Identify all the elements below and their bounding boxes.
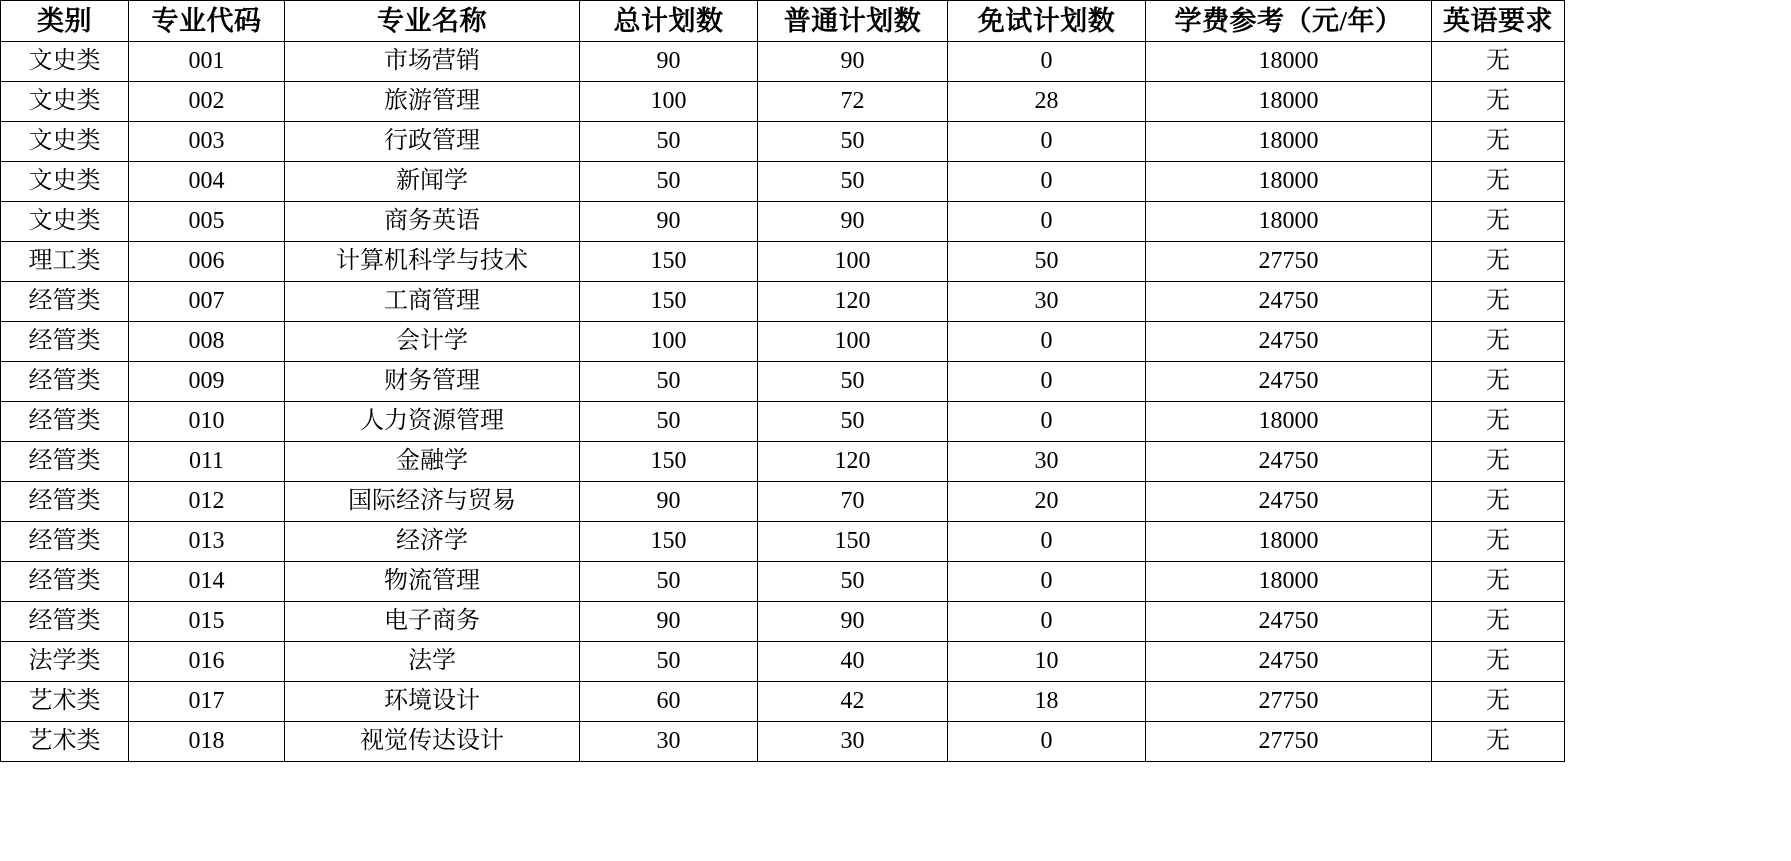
table-cell: 20 bbox=[948, 482, 1146, 522]
table-row bbox=[1, 562, 1565, 602]
table-body bbox=[1, 42, 1565, 762]
table-cell: 无 bbox=[1432, 562, 1565, 602]
table-cell: 150 bbox=[580, 442, 758, 482]
table-cell: 无 bbox=[1432, 322, 1565, 362]
table-cell: 50 bbox=[580, 122, 758, 162]
table-cell: 物流管理 bbox=[285, 562, 580, 602]
table-cell: 会计学 bbox=[285, 322, 580, 362]
table-cell: 理工类 bbox=[1, 242, 129, 282]
table-cell: 财务管理 bbox=[285, 362, 580, 402]
table-cell: 环境设计 bbox=[285, 682, 580, 722]
table-row bbox=[1, 442, 1565, 482]
table-cell: 017 bbox=[129, 682, 285, 722]
table-cell: 经管类 bbox=[1, 522, 129, 562]
table-cell: 18000 bbox=[1146, 122, 1432, 162]
table-row bbox=[1, 202, 1565, 242]
table-cell: 18000 bbox=[1146, 562, 1432, 602]
table-cell: 50 bbox=[758, 562, 948, 602]
table-cell: 无 bbox=[1432, 722, 1565, 762]
table-cell: 市场营销 bbox=[285, 42, 580, 82]
table-row bbox=[1, 42, 1565, 82]
table-cell: 18000 bbox=[1146, 522, 1432, 562]
column-header: 学费参考（元/年） bbox=[1146, 1, 1432, 42]
table-row bbox=[1, 122, 1565, 162]
table-cell: 法学类 bbox=[1, 642, 129, 682]
column-header: 类别 bbox=[1, 1, 129, 42]
table-cell: 国际经济与贸易 bbox=[285, 482, 580, 522]
table-cell: 18000 bbox=[1146, 42, 1432, 82]
table-cell: 72 bbox=[758, 82, 948, 122]
column-header: 总计划数 bbox=[580, 1, 758, 42]
table-cell: 015 bbox=[129, 602, 285, 642]
table-cell: 50 bbox=[580, 362, 758, 402]
table-cell: 10 bbox=[948, 642, 1146, 682]
table-cell: 经管类 bbox=[1, 402, 129, 442]
table-cell: 行政管理 bbox=[285, 122, 580, 162]
table-cell: 90 bbox=[580, 202, 758, 242]
table-cell: 金融学 bbox=[285, 442, 580, 482]
table-row bbox=[1, 162, 1565, 202]
table-cell: 无 bbox=[1432, 362, 1565, 402]
table-cell: 经管类 bbox=[1, 482, 129, 522]
table-row bbox=[1, 362, 1565, 402]
table-cell: 经管类 bbox=[1, 362, 129, 402]
table-cell: 0 bbox=[948, 562, 1146, 602]
table-cell: 视觉传达设计 bbox=[285, 722, 580, 762]
table-cell: 0 bbox=[948, 602, 1146, 642]
table-cell: 艺术类 bbox=[1, 682, 129, 722]
table-cell: 18000 bbox=[1146, 202, 1432, 242]
table-cell: 经管类 bbox=[1, 602, 129, 642]
table-cell: 42 bbox=[758, 682, 948, 722]
table-cell: 法学 bbox=[285, 642, 580, 682]
table-cell: 无 bbox=[1432, 522, 1565, 562]
table-cell: 27750 bbox=[1146, 682, 1432, 722]
table-cell: 006 bbox=[129, 242, 285, 282]
table-cell: 18000 bbox=[1146, 162, 1432, 202]
table-header bbox=[1, 1, 1565, 42]
table-cell: 工商管理 bbox=[285, 282, 580, 322]
table-row bbox=[1, 82, 1565, 122]
table-row bbox=[1, 722, 1565, 762]
table-cell: 100 bbox=[580, 322, 758, 362]
table-cell: 008 bbox=[129, 322, 285, 362]
table-cell: 24750 bbox=[1146, 282, 1432, 322]
table-cell: 经管类 bbox=[1, 322, 129, 362]
table-cell: 无 bbox=[1432, 642, 1565, 682]
table-cell: 新闻学 bbox=[285, 162, 580, 202]
table-cell: 文史类 bbox=[1, 162, 129, 202]
table-cell: 0 bbox=[948, 402, 1146, 442]
table-cell: 18000 bbox=[1146, 402, 1432, 442]
table-row bbox=[1, 522, 1565, 562]
table-cell: 100 bbox=[580, 82, 758, 122]
table-cell: 50 bbox=[948, 242, 1146, 282]
table-cell: 无 bbox=[1432, 442, 1565, 482]
table-cell: 商务英语 bbox=[285, 202, 580, 242]
table-cell: 计算机科学与技术 bbox=[285, 242, 580, 282]
column-header: 免试计划数 bbox=[948, 1, 1146, 42]
table-cell: 30 bbox=[580, 722, 758, 762]
table-cell: 文史类 bbox=[1, 202, 129, 242]
table-cell: 0 bbox=[948, 522, 1146, 562]
table-cell: 无 bbox=[1432, 282, 1565, 322]
table-cell: 无 bbox=[1432, 202, 1565, 242]
table-cell: 001 bbox=[129, 42, 285, 82]
table-cell: 电子商务 bbox=[285, 602, 580, 642]
table-cell: 002 bbox=[129, 82, 285, 122]
table-cell: 0 bbox=[948, 162, 1146, 202]
table-cell: 007 bbox=[129, 282, 285, 322]
table-cell: 100 bbox=[758, 322, 948, 362]
table-row bbox=[1, 682, 1565, 722]
table-row bbox=[1, 482, 1565, 522]
table-row bbox=[1, 242, 1565, 282]
table-cell: 150 bbox=[580, 282, 758, 322]
table-cell: 90 bbox=[580, 42, 758, 82]
table-cell: 经管类 bbox=[1, 282, 129, 322]
table-cell: 无 bbox=[1432, 42, 1565, 82]
table-cell: 18000 bbox=[1146, 82, 1432, 122]
table-cell: 0 bbox=[948, 362, 1146, 402]
table-cell: 0 bbox=[948, 322, 1146, 362]
table-cell: 经管类 bbox=[1, 442, 129, 482]
table-cell: 24750 bbox=[1146, 442, 1432, 482]
table-cell: 18 bbox=[948, 682, 1146, 722]
table-cell: 无 bbox=[1432, 82, 1565, 122]
table-cell: 004 bbox=[129, 162, 285, 202]
table-row bbox=[1, 402, 1565, 442]
table-cell: 经济学 bbox=[285, 522, 580, 562]
table-row bbox=[1, 282, 1565, 322]
table-cell: 文史类 bbox=[1, 82, 129, 122]
table-row bbox=[1, 602, 1565, 642]
table-cell: 70 bbox=[758, 482, 948, 522]
column-header: 专业代码 bbox=[129, 1, 285, 42]
table-cell: 90 bbox=[758, 202, 948, 242]
table-cell: 28 bbox=[948, 82, 1146, 122]
table-cell: 0 bbox=[948, 722, 1146, 762]
table-cell: 24750 bbox=[1146, 362, 1432, 402]
table-cell: 013 bbox=[129, 522, 285, 562]
table-cell: 0 bbox=[948, 122, 1146, 162]
table-cell: 90 bbox=[758, 42, 948, 82]
table-cell: 120 bbox=[758, 282, 948, 322]
table-cell: 50 bbox=[758, 362, 948, 402]
table-row bbox=[1, 322, 1565, 362]
table-cell: 24750 bbox=[1146, 602, 1432, 642]
table-cell: 无 bbox=[1432, 682, 1565, 722]
table-cell: 018 bbox=[129, 722, 285, 762]
table-cell: 50 bbox=[758, 402, 948, 442]
table-cell: 无 bbox=[1432, 242, 1565, 282]
table-cell: 50 bbox=[758, 162, 948, 202]
column-header: 英语要求 bbox=[1432, 1, 1565, 42]
table-cell: 50 bbox=[580, 642, 758, 682]
table-cell: 012 bbox=[129, 482, 285, 522]
table-cell: 30 bbox=[948, 282, 1146, 322]
table-cell: 艺术类 bbox=[1, 722, 129, 762]
table-cell: 无 bbox=[1432, 602, 1565, 642]
table-cell: 100 bbox=[758, 242, 948, 282]
table-cell: 150 bbox=[580, 522, 758, 562]
table-cell: 009 bbox=[129, 362, 285, 402]
table-cell: 无 bbox=[1432, 482, 1565, 522]
table-cell: 150 bbox=[580, 242, 758, 282]
table-cell: 24750 bbox=[1146, 642, 1432, 682]
table-cell: 无 bbox=[1432, 162, 1565, 202]
table-row bbox=[1, 642, 1565, 682]
table-cell: 无 bbox=[1432, 122, 1565, 162]
table-cell: 经管类 bbox=[1, 562, 129, 602]
table-cell: 50 bbox=[580, 162, 758, 202]
table-cell: 30 bbox=[948, 442, 1146, 482]
table-cell: 50 bbox=[758, 122, 948, 162]
table-cell: 文史类 bbox=[1, 122, 129, 162]
table-cell: 005 bbox=[129, 202, 285, 242]
table-cell: 40 bbox=[758, 642, 948, 682]
table-cell: 0 bbox=[948, 42, 1146, 82]
table-cell: 120 bbox=[758, 442, 948, 482]
table-cell: 90 bbox=[580, 602, 758, 642]
table-cell: 150 bbox=[758, 522, 948, 562]
table-cell: 30 bbox=[758, 722, 948, 762]
table-cell: 016 bbox=[129, 642, 285, 682]
table-header-row bbox=[1, 1, 1565, 42]
table-cell: 27750 bbox=[1146, 242, 1432, 282]
table-cell: 24750 bbox=[1146, 322, 1432, 362]
table-cell: 60 bbox=[580, 682, 758, 722]
table-cell: 010 bbox=[129, 402, 285, 442]
table-cell: 90 bbox=[580, 482, 758, 522]
column-header: 专业名称 bbox=[285, 1, 580, 42]
table-cell: 50 bbox=[580, 562, 758, 602]
table-cell: 人力资源管理 bbox=[285, 402, 580, 442]
column-header: 普通计划数 bbox=[758, 1, 948, 42]
table-cell: 0 bbox=[948, 202, 1146, 242]
table-cell: 90 bbox=[758, 602, 948, 642]
table-cell: 文史类 bbox=[1, 42, 129, 82]
table-cell: 014 bbox=[129, 562, 285, 602]
table-cell: 无 bbox=[1432, 402, 1565, 442]
table-cell: 50 bbox=[580, 402, 758, 442]
table-cell: 27750 bbox=[1146, 722, 1432, 762]
table-cell: 011 bbox=[129, 442, 285, 482]
table-cell: 旅游管理 bbox=[285, 82, 580, 122]
table-cell: 24750 bbox=[1146, 482, 1432, 522]
table-cell: 003 bbox=[129, 122, 285, 162]
